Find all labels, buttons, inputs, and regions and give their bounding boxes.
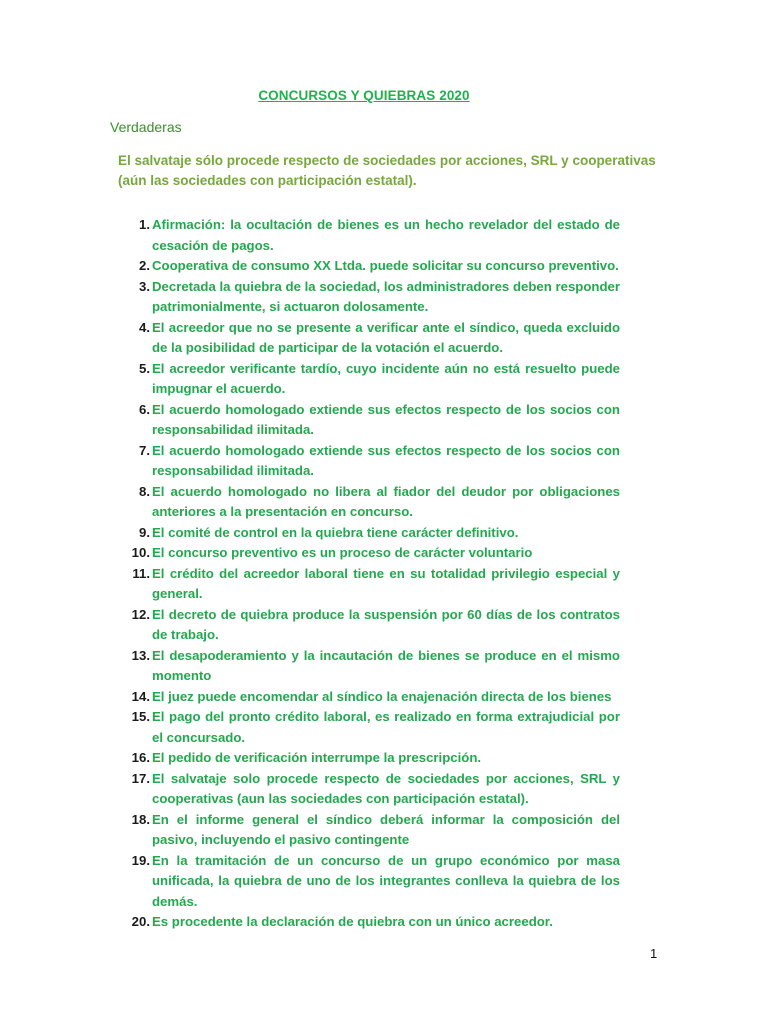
list-item-text: El pedido de verificación interrumpe la prescripción. [152,750,482,765]
list-item [122,912,620,933]
list-item-number: 14. [131,688,150,704]
page-number: 1 [650,946,658,961]
list-item [122,564,620,605]
list-item-number: 1. [139,217,150,232]
list-item-number: 6. [139,401,150,417]
list-item-number: 12. [131,606,150,622]
list-item [122,215,620,256]
list-item-text: El acuerdo homologado extiende sus efectos respecto de los socios con responsabilidad ilimitada. [152,442,620,478]
list-item [122,441,620,482]
list-item [122,318,620,359]
list-item [122,523,620,544]
list-item-number: 8. [139,483,150,499]
list-item-text: Afirmación: la ocultación de bienes es un hecho revelador del estado de cesación de pagos. [152,217,620,253]
list-item-text: En el informe general el síndico deberá informar la composición del pasivo, incluyendo el pasivo contingente [152,811,620,847]
list-item [122,400,620,441]
list-item [122,748,620,769]
list-item-number: 17. [131,770,150,786]
list-item-text: El crédito del acreedor laboral tiene en su totalidad privilegio especial y general. [152,565,620,601]
list-item [122,646,620,687]
list-item-number: 20. [131,914,150,929]
list-item-number: 10. [131,545,150,560]
list-item-number: 18. [131,811,150,827]
list-item-number: 5. [139,360,150,376]
list-item [122,707,620,748]
list-item-text: En la tramitación de un concurso de un grupo económico por masa unificada, la quiebra de uno de los integrantes conlleva la quiebra de los demás. [152,852,620,909]
list-item-number: 13. [131,647,150,663]
list-item-text: El desapoderamiento y la incautación de bienes se produce en el mismo momento [152,647,620,683]
list-item-text: El acuerdo homologado extiende sus efectos respecto de los socios con responsabilidad ilimitada. [152,401,620,437]
list-item [122,687,620,708]
list-item-text: El acuerdo homologado no libera al fiador del deudor por obligaciones anteriores a la presentación en concurso. [152,483,620,519]
intro-paragraph: El salvataje sólo procede respecto de sociedades por acciones, SRL y cooperativas (aún las sociedades con participación estatal). [118,153,656,188]
list-item-text: El acreedor que no se presente a verificar ante el síndico, queda excluido de la posibilidad de participar de la votación el acuerdo. [152,319,620,355]
list-item-text: El salvataje solo procede respecto de sociedades por acciones, SRL y cooperativas (aun las sociedades con participación estatal). [152,770,620,806]
list-item-number: 16. [131,750,150,765]
list-item [122,543,620,564]
list-item [122,482,620,523]
list-item-text: Cooperativa de consumo XX Ltda. puede solicitar su concurso preventivo. [152,258,619,273]
list-item-text: Decretada la quiebra de la sociedad, los administradores deben responder patrimonialmente, si actuaron dolosamente. [152,278,620,314]
section-label: Verdaderas [110,119,182,135]
list-item [122,605,620,646]
list-item-text: El concurso preventivo es un proceso de carácter voluntario [152,545,533,560]
list-item-text: El pago del pronto crédito laboral, es realizado en forma extrajudicial por el concursado. [152,709,620,745]
list-item [122,277,620,318]
list-item-text: El juez puede encomendar al síndico la enajenación directa de los bienes [152,688,612,704]
list-item-number: 15. [131,709,150,724]
list-item-number: 2. [139,258,150,273]
document-title: CONCURSOS Y QUIEBRAS 2020 [258,88,470,103]
list-item-number: 9. [139,524,150,540]
list-item [122,256,620,277]
list-item-number: 4. [139,319,150,335]
list-item [122,359,620,400]
list-item-text: El decreto de quiebra produce la suspensión por 60 días de los contratos de trabajo. [152,606,620,642]
list-item-number: 19. [131,852,150,868]
list-item-text: Es procedente la declaración de quiebra con un único acreedor. [152,914,553,929]
list-item [122,810,620,851]
list-item-number: 7. [139,442,150,458]
statements-list [122,215,620,933]
list-item-text: El comité de control en la quiebra tiene carácter definitivo. [152,524,519,540]
list-item-number: 11. [132,565,150,581]
list-item-number: 3. [139,278,150,294]
list-item-text: El acreedor verificante tardío, cuyo incidente aún no está resuelto puede impugnar el acuerdo. [152,360,620,396]
list-item [122,769,620,810]
list-item [122,851,620,913]
